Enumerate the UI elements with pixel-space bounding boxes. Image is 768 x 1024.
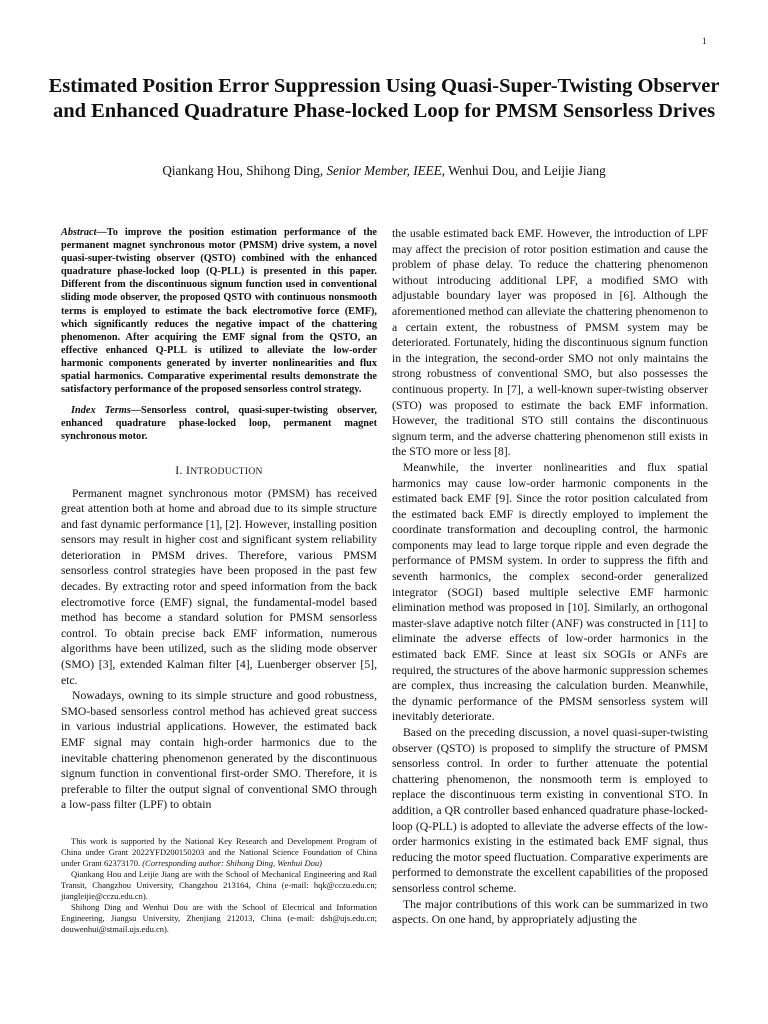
page-number: 1: [702, 36, 707, 46]
author-names-1: Qiankang Hou, Shihong Ding,: [162, 163, 327, 178]
author-line: [40, 162, 728, 180]
author-membership: Senior Member, IEEE: [326, 163, 442, 178]
author-names-2: , Wenhui Dou, and Leijie Jiang: [441, 163, 606, 178]
left-column: [61, 226, 377, 813]
index-terms-text: —Sensorless control, quasi-super-twisting observer, enhanced quadrature phase-locked loop, permanent magnet synchronous motor.: [61, 405, 377, 443]
index-terms-lead: Index Terms: [71, 405, 131, 417]
body-paragraph: The major contributions of this work can be summarized in two aspects. On one hand, by appropriately adjusting the: [392, 897, 708, 927]
body-paragraph: the usable estimated back EMF. However, the introduction of LPF may affect the precision of rotor position estimation and cause the problem of phase delay. To reduce the chattering phenomenon without introducing additional LPF, a modified SMO with adjustable boundary layer was proposed in [6]. Although the aforementioned method can alleviate the chattering phenomenon to a certain extent, the robustness of PMSM system may be deteriorated. Fortunately, hiding the discontinuous signum function in the integration, the second-order SMO not only maintains the strong robustness of conventional SMO, but also possesses the continuous property. In [7], a well-known super-twisting observer (STO) was proposed to estimate the back EMF information. However, the traditional STO still contains the discontinuous signum term, and the adverse chattering phenomenon still exists in the STO more or less [8].: [392, 227, 708, 459]
index-terms: [61, 404, 377, 443]
body-paragraph: Nowadays, owning to its simple structure and good robustness, SMO-based sensorless control method has achieved great success in various industrial applications. However, the estimated back EMF signal may contain high-order harmonics due to the inevitable chattering phenomenon generated by the discontinuous signum function in conventional first-order SMO. Therefore, it is preferable to filter the output signal of conventional SMO through a low-pass filter (LPF) to obtain: [61, 689, 377, 812]
footnote-funding-text: This work is supported by the National Key Research and Development Program of China under Grant 2022YFD200150203 and the National Science Foundation of China under Grant 62373170.: [61, 836, 377, 868]
section-heading-name: NTRODUCTION: [190, 465, 263, 477]
footnote-affiliation-2: Shihong Ding and Wenhui Dou are with the School of Electrical and Information Engineering, Jiangsu University, Zhenjiang 212013, China (e-mail: dsh@ujs.edu.cn; douwenhui@stmail.ujs.edu.cn).: [61, 902, 377, 934]
abstract: [61, 226, 377, 396]
section-heading-numeral: I. I: [175, 462, 191, 477]
footnote-funding: [61, 836, 377, 869]
paper-title: Estimated Position Error Suppression Using Quasi-Super-Twisting Observer and Enhanced Quadrature Phase-locked Loop for PMSM Sensorless Drives: [48, 75, 720, 122]
footnote-affiliation-1: Qiankang Hou and Leijie Jiang are with the School of Mechanical Engineering and Rail Transit, Changzhou University, Changzhou 213164, China (e-mail: hqk@cczu.edu.cn; jiangleijie@cczu.edu.cn).: [61, 869, 377, 901]
footnotes: [61, 836, 377, 935]
right-column: [392, 226, 708, 928]
body-paragraph: Permanent magnet synchronous motor (PMSM) has received great attention both at home and abroad due to its simple structure and fast dynamic performance [1], [2]. However, installing position sensors may result in higher cost and significant system reliability deterioration in PMSM drives. Therefore, various PMSM sensorless control strategies have been proposed in the past few decades. By extracting rotor and speed information from the back electromotive force (EMF) signal, the fundamental-model based method has become a standard solution for PMSM sensorless control. To obtain precise back EMF information, numerous algorithms have been utilized, such as the sliding mode observer (SMO) [3], extended Kalman filter [4], Luenberger observer [5], etc.: [61, 486, 377, 687]
section-heading-introduction: [61, 463, 377, 478]
body-paragraph: Based on the preceding discussion, a novel quasi-super-twisting observer (QSTO) is proposed to simplify the structure of PMSM sensorless control. In order to further attenuate the potential chattering phenomenon, the nonsmooth term is employed to replace the discontinuous term existing in conventional STO. In addition, a QR controller based enhanced quadrature phase-locked-loop (Q-PLL) is adopted to alleviate the adverse effects of the low-order harmonics existing in the estimated back EMF signal, thus reducing the motor speed fluctuation. Comparative experiments are performed to demonstrate the excellent capabilities of the proposed sensorless control scheme.: [392, 726, 708, 895]
abstract-lead: Abstract: [61, 227, 97, 238]
body-paragraph: Meanwhile, the inverter nonlinearities and flux spatial harmonics may cause low-order harmonic components in the estimated back EMF [9]. Since the rotor position calculated from the estimated back EMF is directly employed to implement the coordinate transformation and decoupling control, the harmonic components may lead to large torque ripple and even degrade the performance of PMSM system. In order to suppress the fifth and seventh harmonics, the complex second-order generalized integrator (SOGI) based multiple selective EMF harmonic elimination method was proposed in [10]. Similarly, an orthogonal master-slave adaptive notch filter (ANF) was constructed in [11] to eliminate the adverse effects of low-order harmonics in the estimated back EMF. Since at least six SOGIs or ANFs are required, the structures of the above harmonic suppression schemes are complex, thus increasing the calculation burden. Meanwhile, the dynamic performance of the PMSM sensorless system will inevitably deteriorate.: [392, 460, 708, 724]
abstract-text: —To improve the position estimation performance of the permanent magnet synchronous motor (PMSM) drive system, a novel quasi-super-twisting observer (QSTO) combined with the enhanced quadrature phase-locked loop (Q-PLL) is presented in this paper. Different from the discontinuous signum function used in conventional sliding mode observer, the proposed QSTO with continuous nonsmooth terms is employed to estimate the back electromotive force (EMF), which significantly reduces the negative impact of the chattering phenomenon. After acquiring the EMF signal from the QSTO, an effective enhanced Q-PLL is utilized to alleviate the low-order harmonic components generated by inverter nonlinearities and flux spatial harmonics. Comparative experimental results demonstrate the satisfactory performance of the proposed sensorless control strategy.: [61, 227, 377, 396]
footnote-corresponding: (Corresponding author: Shihong Ding, Wenhui Dou): [142, 858, 322, 868]
